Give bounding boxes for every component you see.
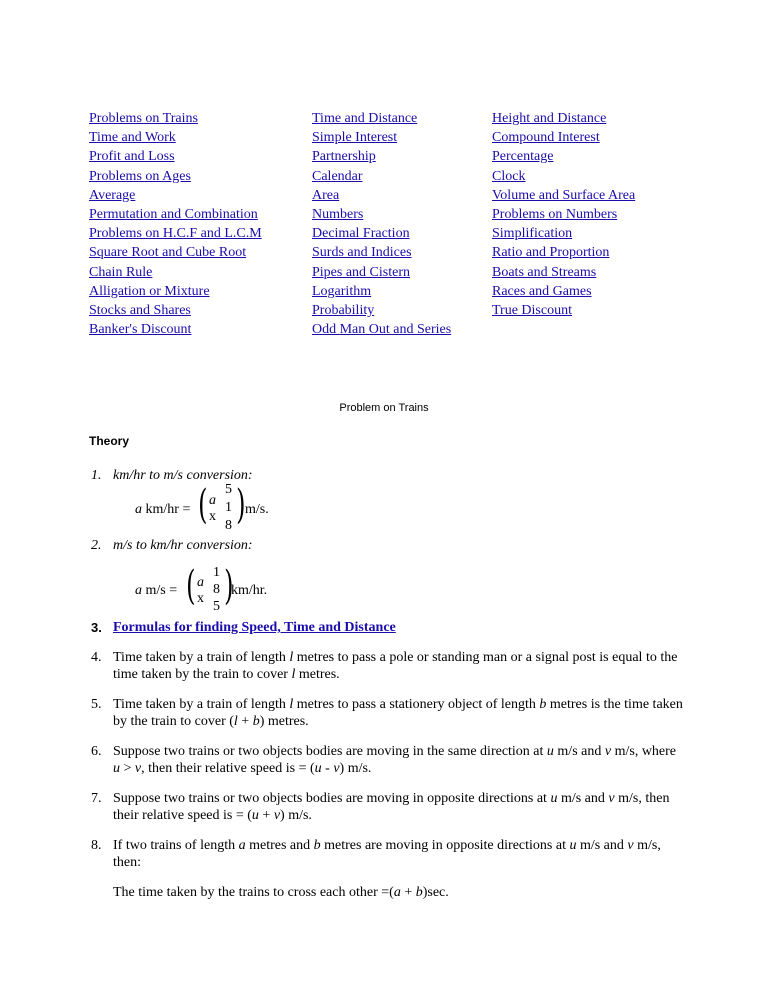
topic-link-clock[interactable]: Clock	[492, 168, 526, 184]
right-paren: )	[224, 563, 234, 609]
topic-link-simplification[interactable]: Simplification	[492, 226, 573, 242]
formula-kmhr-to-ms	[135, 483, 335, 533]
frac-mid: 8	[213, 582, 220, 597]
frac-x: x	[209, 509, 216, 524]
item-number: 2.	[91, 538, 102, 553]
item-text: m/s to km/hr conversion:	[113, 538, 253, 553]
frac-top: 5	[225, 482, 232, 497]
item-8: 8. If two trains of length a metres and b metres are moving in opposite directions at u m/s and v m/s, then:	[91, 838, 661, 870]
item-number: 5.	[91, 697, 102, 712]
formula-pre: km/hr =	[142, 502, 191, 517]
item-5: 5. Time taken by a train of length l metres to pass a stationery object of length b metres is the time taken by the train to cover (l + b) metres.	[91, 697, 683, 729]
links-column-1	[89, 109, 262, 339]
formula-post: m/s.	[245, 502, 269, 517]
topic-link-partnership[interactable]: Partnership	[312, 149, 376, 165]
topic-link-volume-and-surface-area[interactable]: Volume and Surface Area	[492, 187, 636, 203]
topic-link-time-and-distance[interactable]: Time and Distance	[312, 111, 418, 126]
topic-link-height-and-distance[interactable]: Height and Distance	[492, 111, 607, 126]
frac-x: x	[197, 591, 204, 606]
topic-link-simple-interest[interactable]: Simple Interest	[312, 130, 398, 146]
topic-link-banker-s-discount[interactable]: Banker's Discount	[89, 322, 192, 338]
topic-link-average[interactable]: Average	[89, 187, 136, 203]
item-6: 6. Suppose two trains or two objects bodies are moving in the same direction at u m/s and v m/s, where u > v, then their relative speed is = (u - v) m/s.	[91, 744, 677, 776]
frac-top: 1	[213, 565, 220, 580]
topic-link-problems-on-numbers[interactable]: Problems on Numbers	[492, 207, 618, 223]
topic-link-problems-on-ages[interactable]: Problems on Ages	[89, 168, 191, 184]
frac-mid: 1	[225, 500, 232, 515]
page-heading: Problem on Trains	[339, 402, 429, 414]
topic-link-area[interactable]: Area	[312, 187, 340, 203]
topic-link-square-root-and-cube-root[interactable]: Square Root and Cube Root	[89, 245, 247, 261]
topic-link-compound-interest[interactable]: Compound Interest	[492, 130, 600, 146]
topic-link-problems-on-h-c-f-and-l-c-m[interactable]: Problems on H.C.F and L.C.M	[89, 226, 262, 242]
topic-link-numbers[interactable]: Numbers	[312, 207, 364, 223]
speed-time-distance-link[interactable]: Formulas for finding Speed, Time and Distance	[113, 620, 396, 635]
topic-link-permutation-and-combination[interactable]: Permutation and Combination	[89, 207, 258, 223]
formula-post: km/hr.	[231, 583, 268, 598]
formula-pre: m/s =	[142, 583, 178, 598]
topic-link-surds-and-indices[interactable]: Surds and Indices	[312, 245, 412, 261]
frac-a: a	[197, 575, 204, 590]
topic-link-calendar[interactable]: Calendar	[312, 168, 363, 184]
right-paren: )	[236, 482, 246, 528]
frac-bot: 8	[225, 518, 232, 533]
topic-link-odd-man-out-and-series[interactable]: Odd Man Out and Series	[312, 322, 452, 338]
item-8-result: The time taken by the trains to cross each other =(a + b)sec.	[113, 885, 449, 900]
formula-ms-to-kmhr	[135, 563, 335, 616]
item-number: 8.	[91, 838, 102, 853]
topic-link-stocks-and-shares[interactable]: Stocks and Shares	[89, 303, 191, 319]
item-2	[91, 537, 683, 554]
item-7: 7. Suppose two trains or two objects bodies are moving in opposite directions at u m/s and v m/s, then their relative speed is = (u + v) m/s.	[91, 791, 670, 823]
topic-link-ratio-and-proportion[interactable]: Ratio and Proportion	[492, 245, 610, 261]
theory-heading: Theory	[89, 434, 130, 448]
var-a: a	[135, 583, 142, 598]
left-paren: (	[186, 563, 196, 609]
links-column-2	[312, 109, 451, 339]
topic-link-true-discount[interactable]: True Discount	[492, 303, 572, 319]
links-column-3	[492, 109, 635, 320]
topic-link-time-and-work[interactable]: Time and Work	[89, 130, 176, 146]
item-number: 7.	[91, 791, 102, 806]
topic-link-logarithm[interactable]: Logarithm	[312, 283, 372, 299]
var-a: a	[135, 502, 142, 517]
item-number: 1.	[91, 468, 102, 483]
topic-link-probability[interactable]: Probability	[312, 303, 375, 319]
item-text: km/hr to m/s conversion:	[113, 468, 253, 483]
topic-link-profit-and-loss[interactable]: Profit and Loss	[89, 149, 175, 165]
topic-link-pipes-and-cistern[interactable]: Pipes and Cistern	[312, 264, 410, 280]
topic-link-problems-on-trains[interactable]: Problems on Trains	[89, 111, 198, 126]
item-number: 3.	[91, 620, 102, 635]
topic-link-boats-and-streams[interactable]: Boats and Streams	[492, 264, 597, 280]
item-3	[91, 619, 683, 636]
frac-bot: 5	[213, 599, 220, 614]
topic-link-chain-rule[interactable]: Chain Rule	[89, 264, 153, 280]
topic-link-races-and-games[interactable]: Races and Games	[492, 283, 592, 299]
item-4: 4. Time taken by a train of length l metres to pass a pole or standing man or a signal post is equal to the time taken by the train to cover l metres.	[91, 650, 678, 682]
item-number: 4.	[91, 650, 102, 665]
topic-link-alligation-or-mixture[interactable]: Alligation or Mixture	[89, 283, 210, 299]
item-number: 6.	[91, 744, 102, 759]
left-paren: (	[198, 482, 208, 528]
topic-link-decimal-fraction[interactable]: Decimal Fraction	[312, 226, 410, 242]
topic-link-percentage[interactable]: Percentage	[492, 149, 554, 165]
frac-a: a	[209, 493, 216, 508]
